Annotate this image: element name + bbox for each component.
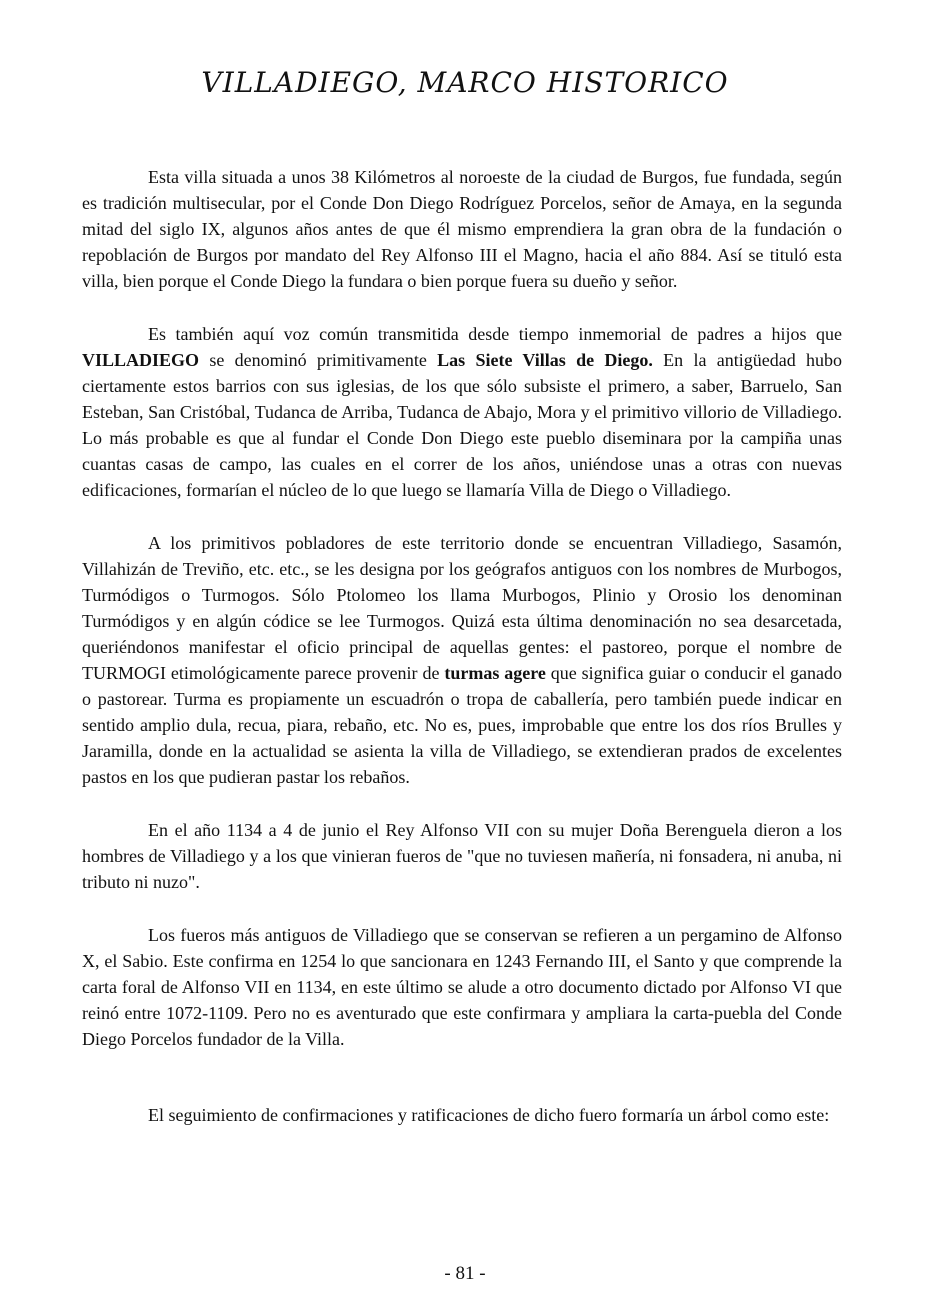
paragraph-2-bold-villadiego: VILLADIEGO <box>82 350 200 370</box>
paragraph-2-text-a: Es también aquí voz común transmitida desde tiempo inmemorial de padres a hijos que <box>148 324 842 344</box>
paragraph-2-bold-siete-villas: Las Siete Villas de Diego. <box>437 350 653 370</box>
paragraph-6: El seguimiento de confirmaciones y ratificaciones de dicho fuero formaría un árbol como este: <box>148 1105 830 1125</box>
paragraph-3-bold-turmas-agere: turmas agere <box>444 663 546 683</box>
paragraph-3 <box>82 530 842 790</box>
paragraph-3-text-a: A los primitivos pobladores de este territorio donde se encuentran Villadiego, Sasamón, Villahizán de Treviño, etc. etc., se les designa por los geógrafos antiguos con los nombres de Murbogos, Turmódigos o Turmogos. Sólo Ptolomeo los llama Murbogos, Plinio y Orosio los denominan Turmódigos y en algún códice se lee Turmogos. Quizá esta última denominación no sea desarcetada, queriéndonos manifestar el oficio principal de aquellas gentes: el pastoreo, porque el nombre de TURMOGI etimológicamente parece provenir de <box>82 533 842 683</box>
paragraph-2-text-c: En la antigüedad hubo ciertamente estos barrios con sus iglesias, de los que sólo subsiste el primero, a saber, Barruelo, San Esteban, San Cristóbal, Tudanca de Arriba, Tudanca de Abajo, Mora y el primitivo villorio de Villadiego. Lo más probable es que al fundar el Conde Don Diego este pueblo diseminara por la campiña unas cuantas casas de campo, las cuales en el correr de los años, uniéndose unas a otras con nuevas edificaciones, formarían el núcleo de lo que luego se llamaría Villa de Diego o Villadiego. <box>82 350 842 500</box>
page-number: - 81 - <box>444 1263 486 1284</box>
paragraph-2-text-b: se denominó primitivamente <box>199 350 438 370</box>
page-title: VILLADIEGO, MARCO HISTORICO <box>201 66 729 99</box>
paragraph-2 <box>82 321 842 503</box>
paragraph-3-text-b: que significa guiar o conducir el ganado o pastorear. Turma es propiamente un escuadrón o tropa de caballería, pero también puede indicar en sentido amplio dula, recua, piara, rebaño, etc. No es, pues, improbable que entre los dos ríos Brulles y Jaramilla, donde en la actualidad se asienta la villa de Villadiego, se extendieran prados de excelentes pastos en los que pudieran pastar los rebaños. <box>82 663 842 787</box>
paragraph-1: Esta villa situada a unos 38 Kilómetros al noroeste de la ciudad de Burgos, fue fundada, según es tradición multisecular, por el Conde Don Diego Rodríguez Porcelos, señor de Amaya, en la segunda mitad del siglo IX, algunos años antes de que él mismo emprendiera la gran obra de la fundación o repoblación de Burgos por mandato del Rey Alfonso III el Magno, hacia el año 884. Así se tituló esta villa, bien porque el Conde Diego la fundara o bien porque fuera su dueño y señor. <box>82 167 842 291</box>
paragraph-4: En el año 1134 a 4 de junio el Rey Alfonso VII con su mujer Doña Berenguela dieron a los hombres de Villadiego y a los que vinieran fueros de "que no tuviesen mañería, ni fonsadera, ni anuba, ni tributo ni nuzo". <box>82 820 842 892</box>
paragraph-5: Los fueros más antiguos de Villadiego que se conservan se refieren a un pergamino de Alfonso X, el Sabio. Este confirma en 1254 lo que sancionara en 1243 Fernando III, el Santo y que comprende la carta foral de Alfonso VII en 1134, en este último se alude a otro documento dictado por Alfonso VI que reinó entre 1072-1109. Pero no es aventurado que este confirmara y ampliara la carta-puebla del Conde Diego Porcelos fundador de la Villa. <box>82 925 842 1049</box>
body-text <box>82 164 842 1128</box>
